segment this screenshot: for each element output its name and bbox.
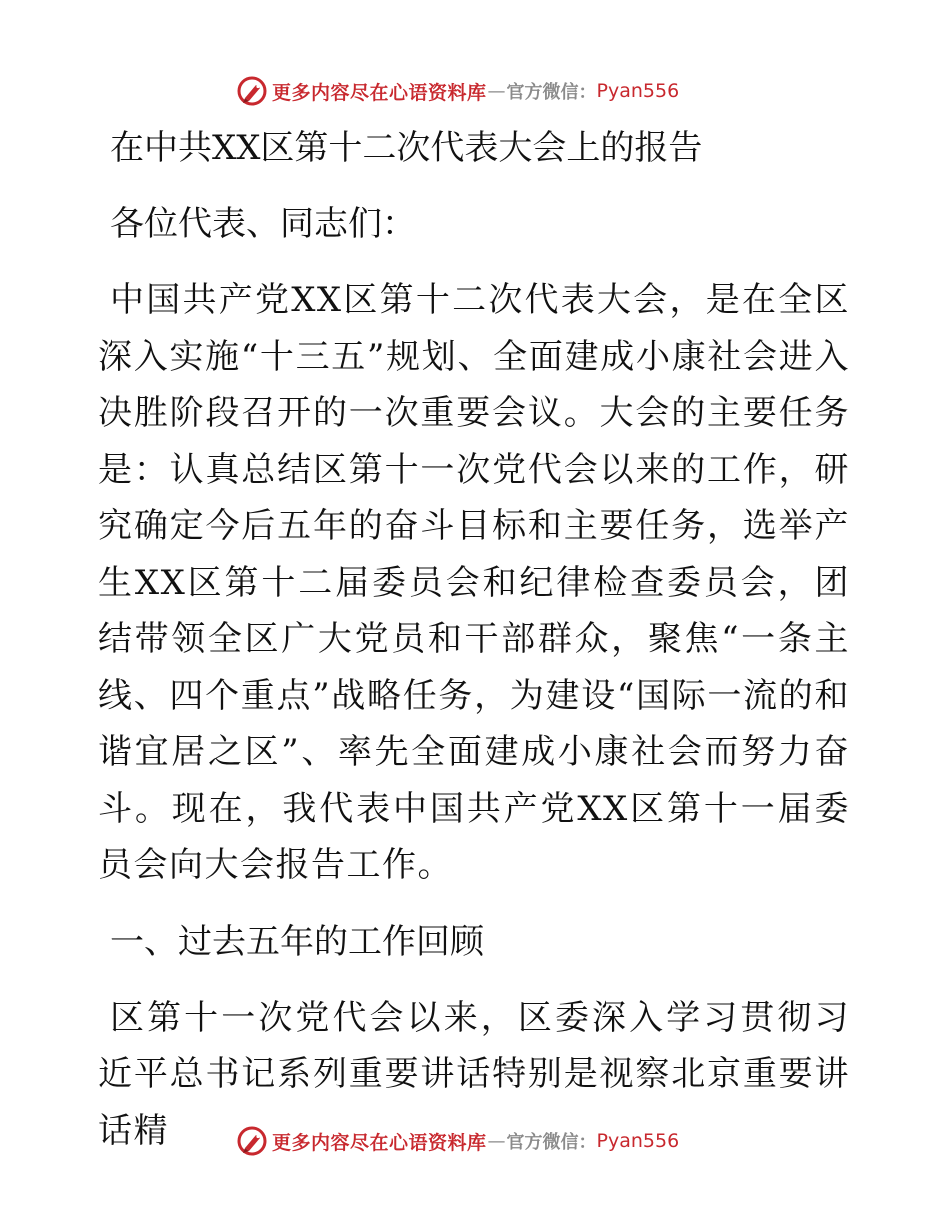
section-heading: 一、过去五年的工作回顾 xyxy=(110,921,484,962)
pen-circle-logo-icon xyxy=(236,1125,268,1157)
salutation: 各位代表、同志们： xyxy=(110,204,416,244)
document-title: 在中共XX区第十二次代表大会上的报告 xyxy=(110,128,703,168)
watermark-separator: — xyxy=(487,1130,506,1152)
document-body xyxy=(98,120,850,1159)
watermark-separator: — xyxy=(487,80,506,102)
paragraph-intro: 中国共产党XX区第十二次代表大会，是在全区深入实施“十三五”规划、全面建成小康社会进入决胜阶段召开的一次重要会议。大会的主要任务是：认真总结区第十一次党代会以来的工作，研究确定今后五年的奋斗目标和主要任务，选举产生XX区第十二届委员会和纪律检查委员会，团结带领全区广大党员和干部群众，聚焦“一条主线、四个重点”战略任务，为建设“国际一流的和谐宜居之区”、率先全面建成小康社会而努力奋斗。现在，我代表中国共产党XX区第十一届委员会向大会报告工作。 xyxy=(98,280,850,885)
watermark-contact-label: 官方微信： xyxy=(506,82,597,103)
watermark-contact-id: Pyan556 xyxy=(596,80,680,102)
watermark-contact-id: Pyan556 xyxy=(596,1130,680,1152)
paragraph-review: 区第十一次党代会以来，区委深入学习贯彻习近平总书记系列重要讲话特别是视察北京重要讲话精 xyxy=(98,997,850,1151)
watermark-main-text: 更多内容尽在心语资料库 xyxy=(272,81,487,104)
footer-watermark-banner xyxy=(236,1124,716,1158)
header-watermark-banner xyxy=(236,74,716,108)
watermark-main-text: 更多内容尽在心语资料库 xyxy=(272,1131,487,1154)
pen-circle-logo-icon xyxy=(236,75,268,107)
watermark-contact-label: 官方微信： xyxy=(506,1132,597,1153)
